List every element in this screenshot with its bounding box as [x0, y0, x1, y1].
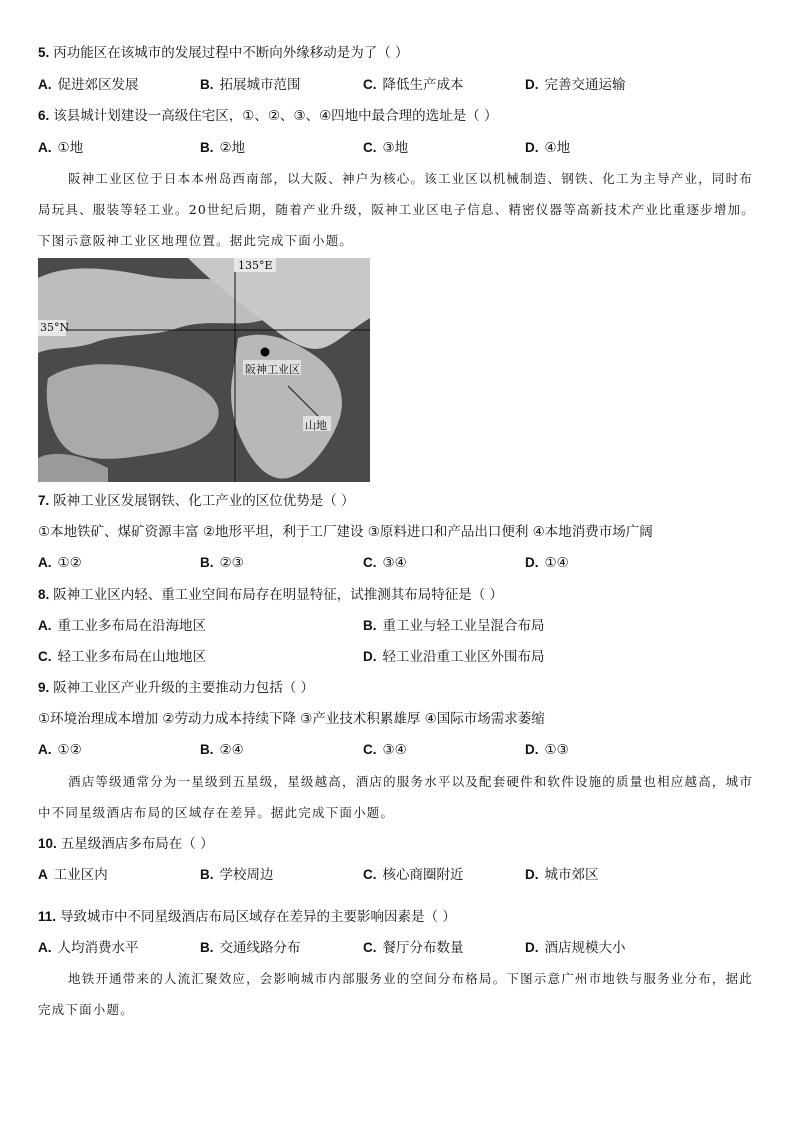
- q7-option-b[interactable]: B. ②③: [200, 555, 244, 571]
- question-number: 9.: [38, 680, 50, 695]
- q6-option-d[interactable]: D. ④地: [525, 140, 571, 156]
- question-text: 阪神工业区产业升级的主要推动力包括（ ）: [53, 680, 315, 696]
- region-label: 阪神工业区: [245, 363, 300, 376]
- question-9: [38, 678, 314, 698]
- q11-option-d[interactable]: D. 酒店规模大小: [525, 940, 626, 956]
- q6-option-b[interactable]: B. ②地: [200, 140, 246, 156]
- q9-option-d[interactable]: D. ①③: [525, 742, 569, 758]
- question-8: [38, 585, 503, 605]
- q5-option-c[interactable]: C. 降低生产成本: [363, 77, 464, 93]
- q10-option-b[interactable]: B. 学校周边: [200, 867, 274, 883]
- q7-option-a[interactable]: A. ①②: [38, 555, 82, 571]
- q8-option-a[interactable]: A. 重工业多布局在沿海地区: [38, 618, 206, 634]
- question-text: 阪神工业区内轻、重工业空间布局存在明显特征，试推测其布局特征是（ ）: [53, 587, 504, 603]
- q6-option-a[interactable]: A. ①地: [38, 140, 84, 156]
- passage-hotels: 酒店等级通常分为一星级到五星级，星级越高，酒店的服务水平以及配套硬件和软件设施的质量也相应越高，城市中不同星级酒店布局的区域存在差异。据此完成下面小题。: [38, 774, 754, 820]
- q10-option-c[interactable]: C. 核心商圈附近: [363, 867, 464, 883]
- q10-option-a[interactable]: A 工业区内: [38, 867, 108, 883]
- q8-option-d[interactable]: D. 轻工业沿重工业区外围布局: [363, 649, 545, 665]
- q7-statements: ①本地铁矿、煤矿资源丰富 ②地形平坦，利于工厂建设 ③原料进口和产品出口便利 ④本地消费市场广阔: [38, 524, 653, 540]
- question-number: 6.: [38, 108, 50, 123]
- q8-option-c[interactable]: C. 轻工业多布局在山地地区: [38, 649, 206, 665]
- mountain-label: 山地: [305, 419, 327, 432]
- question-number: 7.: [38, 493, 50, 508]
- q5-option-b[interactable]: B. 拓展城市范围: [200, 77, 301, 93]
- map-graphic: [38, 258, 370, 482]
- question-10: [38, 834, 214, 854]
- q7-option-d[interactable]: D. ①④: [525, 555, 569, 571]
- question-text: 该县城计划建设一高级住宅区，①、②、③、④四地中最合理的选址是（ ）: [53, 108, 498, 124]
- q9-option-b[interactable]: B. ②④: [200, 742, 244, 758]
- question-number: 10.: [38, 836, 57, 851]
- q7-option-c[interactable]: C. ③④: [363, 555, 407, 571]
- question-text: 阪神工业区发展钢铁、化工产业的区位优势是（ ）: [53, 493, 355, 509]
- q11-option-b[interactable]: B. 交通线路分布: [200, 940, 301, 956]
- question-text: 五星级酒店多布局在（ ）: [60, 836, 214, 852]
- question-number: 5.: [38, 45, 50, 60]
- passage-hanshin: 阪神工业区位于日本本州岛西南部，以大阪、神户为核心。该工业区以机械制造、钢铁、化工为主导产业，同时布局玩具、服装等轻工业。20世纪后期，随着产业升级，阪神工业区电子信息、精密仪器等高新技术产业比重逐步增加。下图示意阪神工业区地理位置。据此完成下面小题。: [38, 171, 756, 248]
- question-6: [38, 106, 497, 126]
- q8-option-b[interactable]: B. 重工业与轻工业呈混合布局: [363, 618, 545, 634]
- longitude-label: 135°E: [238, 259, 273, 272]
- question-text: 丙功能区在该城市的发展过程中不断向外缘移动是为了（ ）: [53, 45, 409, 61]
- question-7: [38, 491, 355, 511]
- latitude-label: 35°N: [40, 321, 70, 334]
- question-11: [38, 907, 456, 927]
- q6-option-c[interactable]: C. ③地: [363, 140, 409, 156]
- q9-option-c[interactable]: C. ③④: [363, 742, 407, 758]
- hanshin-map: [38, 258, 370, 482]
- question-number: 8.: [38, 587, 50, 602]
- question-number: 11.: [38, 909, 57, 924]
- passage-metro: 地铁开通带来的人流汇聚效应，会影响城市内部服务业的空间分布格局。下图示意广州市地铁与服务业分布，据此完成下面小题。: [38, 971, 754, 1017]
- question-5: [38, 43, 409, 63]
- q9-option-a[interactable]: A. ①②: [38, 742, 82, 758]
- q5-option-d[interactable]: D. 完善交通运输: [525, 77, 626, 93]
- q10-option-d[interactable]: D. 城市郊区: [525, 867, 599, 883]
- q11-option-a[interactable]: A. 人均消费水平: [38, 940, 139, 956]
- q11-option-c[interactable]: C. 餐厅分布数量: [363, 940, 464, 956]
- question-text: 导致城市中不同星级酒店布局区域存在差异的主要影响因素是（ ）: [60, 909, 456, 925]
- q9-statements: ①环境治理成本增加 ②劳动力成本持续下降 ③产业技术积累雄厚 ④国际市场需求萎缩: [38, 711, 545, 727]
- q5-option-a[interactable]: A. 促进郊区发展: [38, 77, 139, 93]
